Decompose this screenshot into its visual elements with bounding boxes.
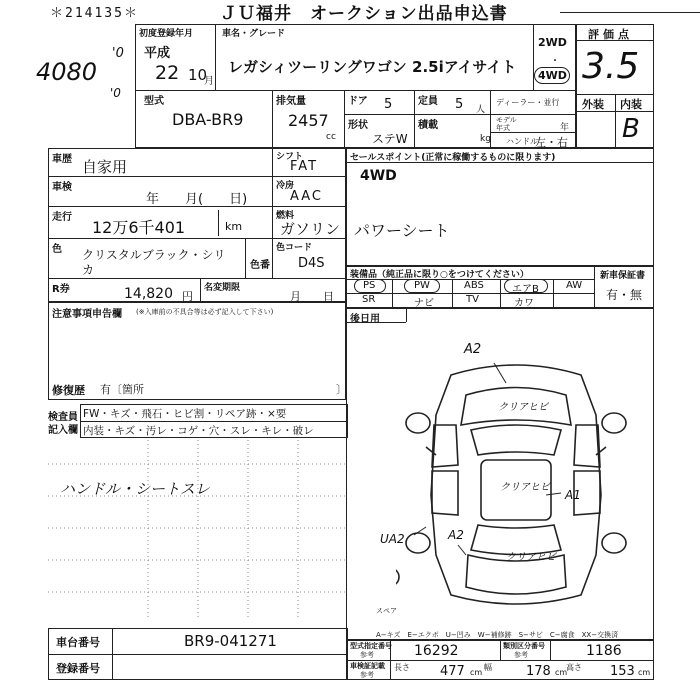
shift-value: FAT	[290, 159, 319, 174]
mark-a1: A1	[565, 488, 581, 502]
fuel-value: ガソリン	[280, 220, 341, 238]
doors-label: ドア	[348, 96, 368, 107]
codes-row-1: FW・キズ・飛石・ヒビ割・リペア跡・×要	[83, 408, 287, 420]
drive-2wd: 2WD	[538, 36, 567, 49]
inspector-label-1: 検査員	[48, 412, 78, 423]
selling-points-block	[346, 148, 654, 266]
car-name-value: レガシィツーリングワゴン 2.5iアイサイト	[228, 58, 517, 76]
interior-label: 内装	[620, 98, 642, 111]
width-label: 幅	[484, 663, 492, 672]
mileage-unit: km	[225, 220, 243, 233]
history-close: 〕	[336, 383, 347, 396]
usage-label: 車歴	[52, 154, 72, 165]
lot-number: 4080	[36, 58, 98, 86]
size-sub: 参考	[360, 671, 374, 679]
reg-era: 平成	[144, 46, 171, 61]
equip-airbag: エアB	[512, 284, 539, 295]
inspection-label: 車検	[52, 182, 72, 193]
fuel-label: 燃料	[276, 211, 295, 221]
grade-label: 評価点	[588, 28, 633, 41]
tax-unit: 円	[182, 290, 193, 303]
inspection-value: 年 月( 日)	[146, 192, 248, 207]
handle-label: ハンドル	[506, 137, 538, 146]
reg-month: 10	[188, 66, 208, 84]
class-no-value: 1186	[586, 643, 622, 659]
new-car-label: 新車保証書	[600, 271, 646, 281]
capacity-label: 定員	[418, 96, 438, 107]
selling-label: セールスポイント(正常に稼働するものに限ります)	[350, 153, 556, 163]
class-no-sub: 参考	[514, 651, 528, 659]
recycle-label: 名変期限	[204, 283, 241, 293]
model-label: 型式	[144, 96, 164, 107]
history-label: 修復歴	[52, 384, 85, 397]
reg-month-unit: 月	[204, 76, 214, 87]
color-code-label: 色コード	[276, 243, 313, 253]
tax-label: R券	[52, 284, 70, 295]
equip-ps: PS	[363, 280, 376, 291]
color-code-value: D4S	[298, 256, 325, 271]
reg-year: 22	[155, 62, 180, 84]
width-unit: cm	[555, 668, 568, 677]
cc-label: 排気量	[276, 96, 306, 107]
shape-value: ステW	[372, 132, 408, 146]
color-value-2: カ	[82, 263, 95, 277]
mark-clear-crack-rear: クリアヒビ	[506, 552, 556, 563]
cooler-label: 冷房	[276, 181, 295, 191]
size-label: 車検証記載	[350, 662, 385, 670]
lot-mark-2: '0	[110, 86, 121, 100]
reg-number-label: 登録番号	[56, 662, 100, 675]
type-no-value: 16292	[414, 643, 459, 659]
cooler-value: AAC	[290, 189, 323, 204]
equip-navi: ナビ	[414, 298, 434, 309]
form-title: ＪＵ福井 オークション出品申込書	[220, 4, 508, 24]
length-value: 477	[440, 664, 465, 679]
mileage-label: 走行	[52, 212, 72, 223]
handle-value: 左・右	[535, 136, 568, 149]
year-unit: 年	[560, 123, 570, 133]
grade-value: 3.5	[582, 46, 640, 87]
history-value: 有〔箇所	[100, 383, 144, 396]
height-label: 高さ	[566, 663, 582, 672]
damage-legend: A−キズ E−エクボ U−凹み W−補修跡 S−サビ C−腐食 XX−交換済	[376, 631, 619, 639]
notes-dotted-area	[48, 440, 348, 618]
mark-a2-front: A2	[464, 342, 482, 357]
equip-pw: PW	[414, 280, 430, 291]
exterior-label: 外装	[582, 98, 604, 111]
inspector-label-2: 記入欄	[48, 425, 78, 436]
height-unit: cm	[638, 668, 651, 677]
notes-label: 注意事項申告欄	[52, 309, 122, 320]
reg-label: 初度登録年月	[139, 29, 194, 39]
stamp-number: ＊214135＊	[50, 6, 139, 21]
codes-row-2: 内装・キズ・汚レ・コゲ・穴・スレ・キレ・破レ	[83, 425, 314, 437]
lot-mark: '0	[112, 46, 124, 61]
mark-clear-crack-roof: クリアヒビ	[500, 482, 550, 493]
frame-value: BR9-041271	[184, 632, 277, 650]
load-unit: kg	[480, 134, 491, 144]
mark-clear-crack-front: クリアヒビ	[498, 402, 548, 413]
equipment-label: 装備品（純正品に限り○をつけてください）	[350, 270, 529, 280]
load-label: 積載	[418, 120, 438, 131]
width-value: 178	[526, 664, 551, 679]
mark-a2-rear: A2	[448, 528, 464, 542]
selling-point-1: 4WD	[360, 168, 397, 184]
equip-tv: TV	[466, 294, 479, 305]
car-name-label: 車名・グレード	[222, 29, 286, 39]
mileage-value: 12万6千401	[92, 218, 186, 237]
height-value: 153	[610, 664, 635, 679]
handwritten-note: ハンドル・シートスレ	[60, 480, 210, 498]
color-value-1: クリスタルブラック・シリ	[82, 248, 226, 262]
usage-value: 自家用	[82, 158, 128, 176]
interior-value: B	[622, 114, 640, 144]
equip-aw: AW	[566, 280, 583, 291]
class-no-label: 類別区分番号	[503, 642, 545, 650]
recycle-value: 月 日	[290, 290, 334, 303]
capacity-unit: 人	[476, 105, 486, 115]
model-value: DBA-BR9	[172, 110, 244, 129]
shift-label: シフト	[276, 152, 304, 162]
tax-value: 14,820	[124, 286, 173, 302]
type-no-label: 型式指定番号	[350, 642, 392, 650]
new-car-value: 有・無	[606, 288, 643, 302]
dealer-label: ディーラー・並行	[496, 98, 560, 107]
notes-sublabel: (※入庫前の不具合等は必ず記入して下さい)	[136, 308, 274, 316]
length-unit: cm	[470, 668, 483, 677]
capacity-value: 5	[455, 97, 464, 112]
selling-point-2: パワーシート	[354, 221, 450, 240]
doors-value: 5	[384, 97, 393, 112]
frame-label: 車台番号	[56, 636, 100, 649]
diagram-label: 後日用	[350, 314, 380, 325]
equip-abs: ABS	[464, 280, 484, 291]
spare-label: スペア	[376, 607, 397, 615]
drive-4wd: 4WD	[538, 69, 567, 82]
shape-label: 形状	[348, 120, 368, 131]
drive-dot: ・	[550, 56, 560, 67]
length-label: 長さ	[394, 663, 410, 672]
mark-ua2: UA2	[380, 532, 405, 546]
cc-unit: cc	[326, 132, 336, 142]
color-no-label: 色番	[250, 260, 270, 271]
cc-value: 2457	[288, 111, 329, 130]
color-label: 色	[52, 244, 62, 255]
equip-sr: SR	[362, 294, 376, 305]
equip-leather: カワ	[514, 298, 534, 309]
model-year-label: モデル年式	[496, 116, 517, 132]
type-no-sub: 参考	[360, 651, 374, 659]
